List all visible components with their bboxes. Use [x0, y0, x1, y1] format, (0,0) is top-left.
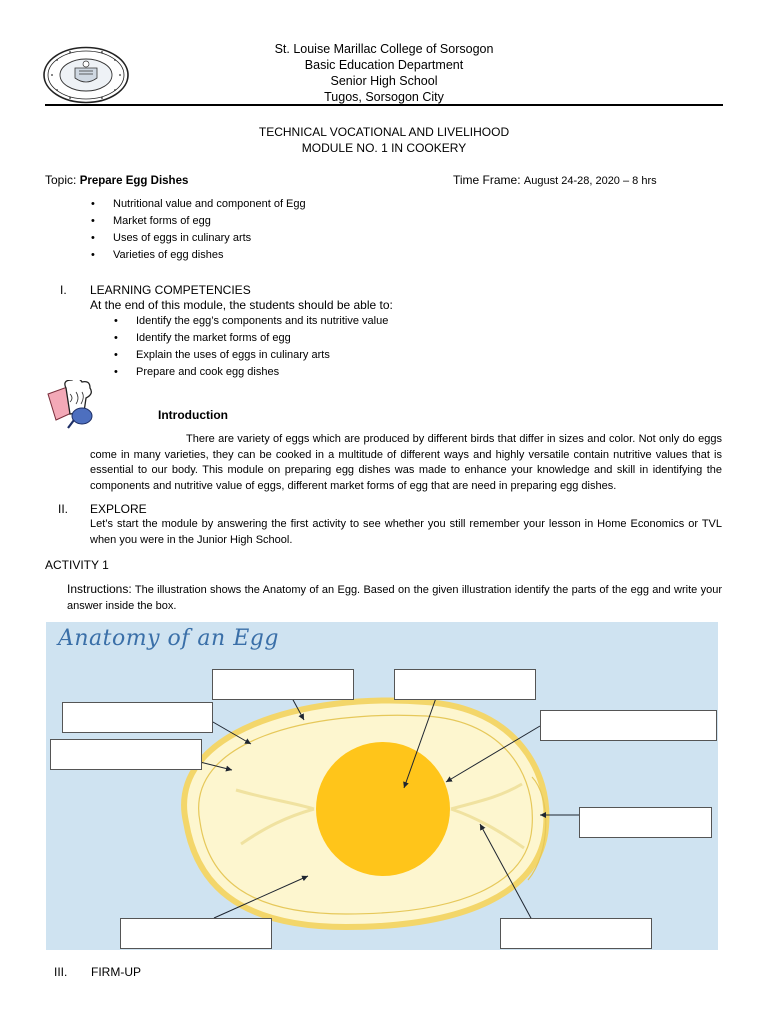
- topic-value: Prepare Egg Dishes: [79, 175, 189, 187]
- activity-instructions: [67, 582, 722, 614]
- egg-diagram: [46, 622, 718, 950]
- diagram-title: Anatomy of an Egg: [58, 626, 279, 651]
- list-item: • Nutritional value and component of Egg: [91, 196, 306, 213]
- list-item: • Identify the egg’s components and its nutritive value: [114, 313, 388, 330]
- section-number: III.: [54, 965, 68, 979]
- list-item: • Varieties of egg dishes: [91, 247, 306, 264]
- school-level: Senior High School: [330, 74, 438, 88]
- explore-body: Let’s start the module by answering the first activity to see whether you still remember your lesson in Home Economics or TVL when you were in the Junior High School.: [90, 518, 722, 546]
- answer-box[interactable]: [50, 739, 202, 770]
- answer-box[interactable]: [394, 669, 536, 700]
- answer-box[interactable]: [540, 710, 717, 741]
- list-item: • Prepare and cook egg dishes: [114, 364, 388, 381]
- answer-box[interactable]: [500, 918, 652, 949]
- introduction-body: There are variety of eggs which are produced by different birds that differ in sizes and color. Not only do eggs come in many varieties, they can be cooked in a multitude of different ways and highly versatile contain nutritive values that is essential to our body. This module on preparing egg dishes was made to enhance your knowledge and skill in identifying the components and nutritive value of eggs, different market forms of egg that are need in preparing egg dishes.: [90, 433, 722, 492]
- introduction-title: Introduction: [158, 408, 228, 422]
- answer-box[interactable]: [62, 702, 213, 733]
- answer-box[interactable]: [579, 807, 712, 838]
- list-item: • Identify the market forms of egg: [114, 330, 388, 347]
- topic-list: [91, 196, 306, 264]
- section-title: FIRM-UP: [91, 965, 141, 979]
- department-name: Basic Education Department: [304, 58, 464, 72]
- competency-list: [114, 313, 388, 381]
- module-subject: TECHNICAL VOCATIONAL AND LIVELIHOOD: [258, 125, 510, 139]
- section-number: I.: [60, 283, 67, 297]
- time-frame: [453, 173, 657, 187]
- chef-hat-icon: [44, 380, 104, 430]
- answer-box[interactable]: [120, 918, 272, 949]
- school-name: St. Louise Marillac College of Sorsogon: [274, 42, 494, 56]
- section-title: EXPLORE: [90, 502, 147, 516]
- instructions-text: The illustration shows the Anatomy of an Egg. Based on the given illustration identify the parts of the egg and write your answer inside the box.: [67, 584, 722, 612]
- section-lead: At the end of this module, the students should be able to:: [90, 298, 393, 312]
- answer-box[interactable]: [212, 669, 354, 700]
- activity-title: ACTIVITY 1: [45, 558, 109, 572]
- instructions-label: Instructions:: [67, 582, 132, 596]
- time-frame-label: Time Frame:: [453, 173, 521, 187]
- egg-yolk: [316, 742, 450, 876]
- section-number: II.: [58, 502, 69, 516]
- list-item: • Market forms of egg: [91, 213, 306, 230]
- school-address: Tugos, Sorsogon City: [324, 90, 444, 104]
- list-item: • Explain the uses of eggs in culinary arts: [114, 347, 388, 364]
- section-title: LEARNING COMPETENCIES: [90, 283, 251, 297]
- module-title: MODULE NO. 1 IN COOKERY: [301, 141, 467, 155]
- topic-line: [45, 173, 188, 187]
- header-divider: [45, 104, 723, 106]
- time-frame-value: August 24-28, 2020 – 8 hrs: [523, 175, 657, 187]
- egg-illustration: [46, 622, 718, 950]
- topic-label: Topic:: [45, 173, 77, 187]
- list-item: • Uses of eggs in culinary arts: [91, 230, 306, 247]
